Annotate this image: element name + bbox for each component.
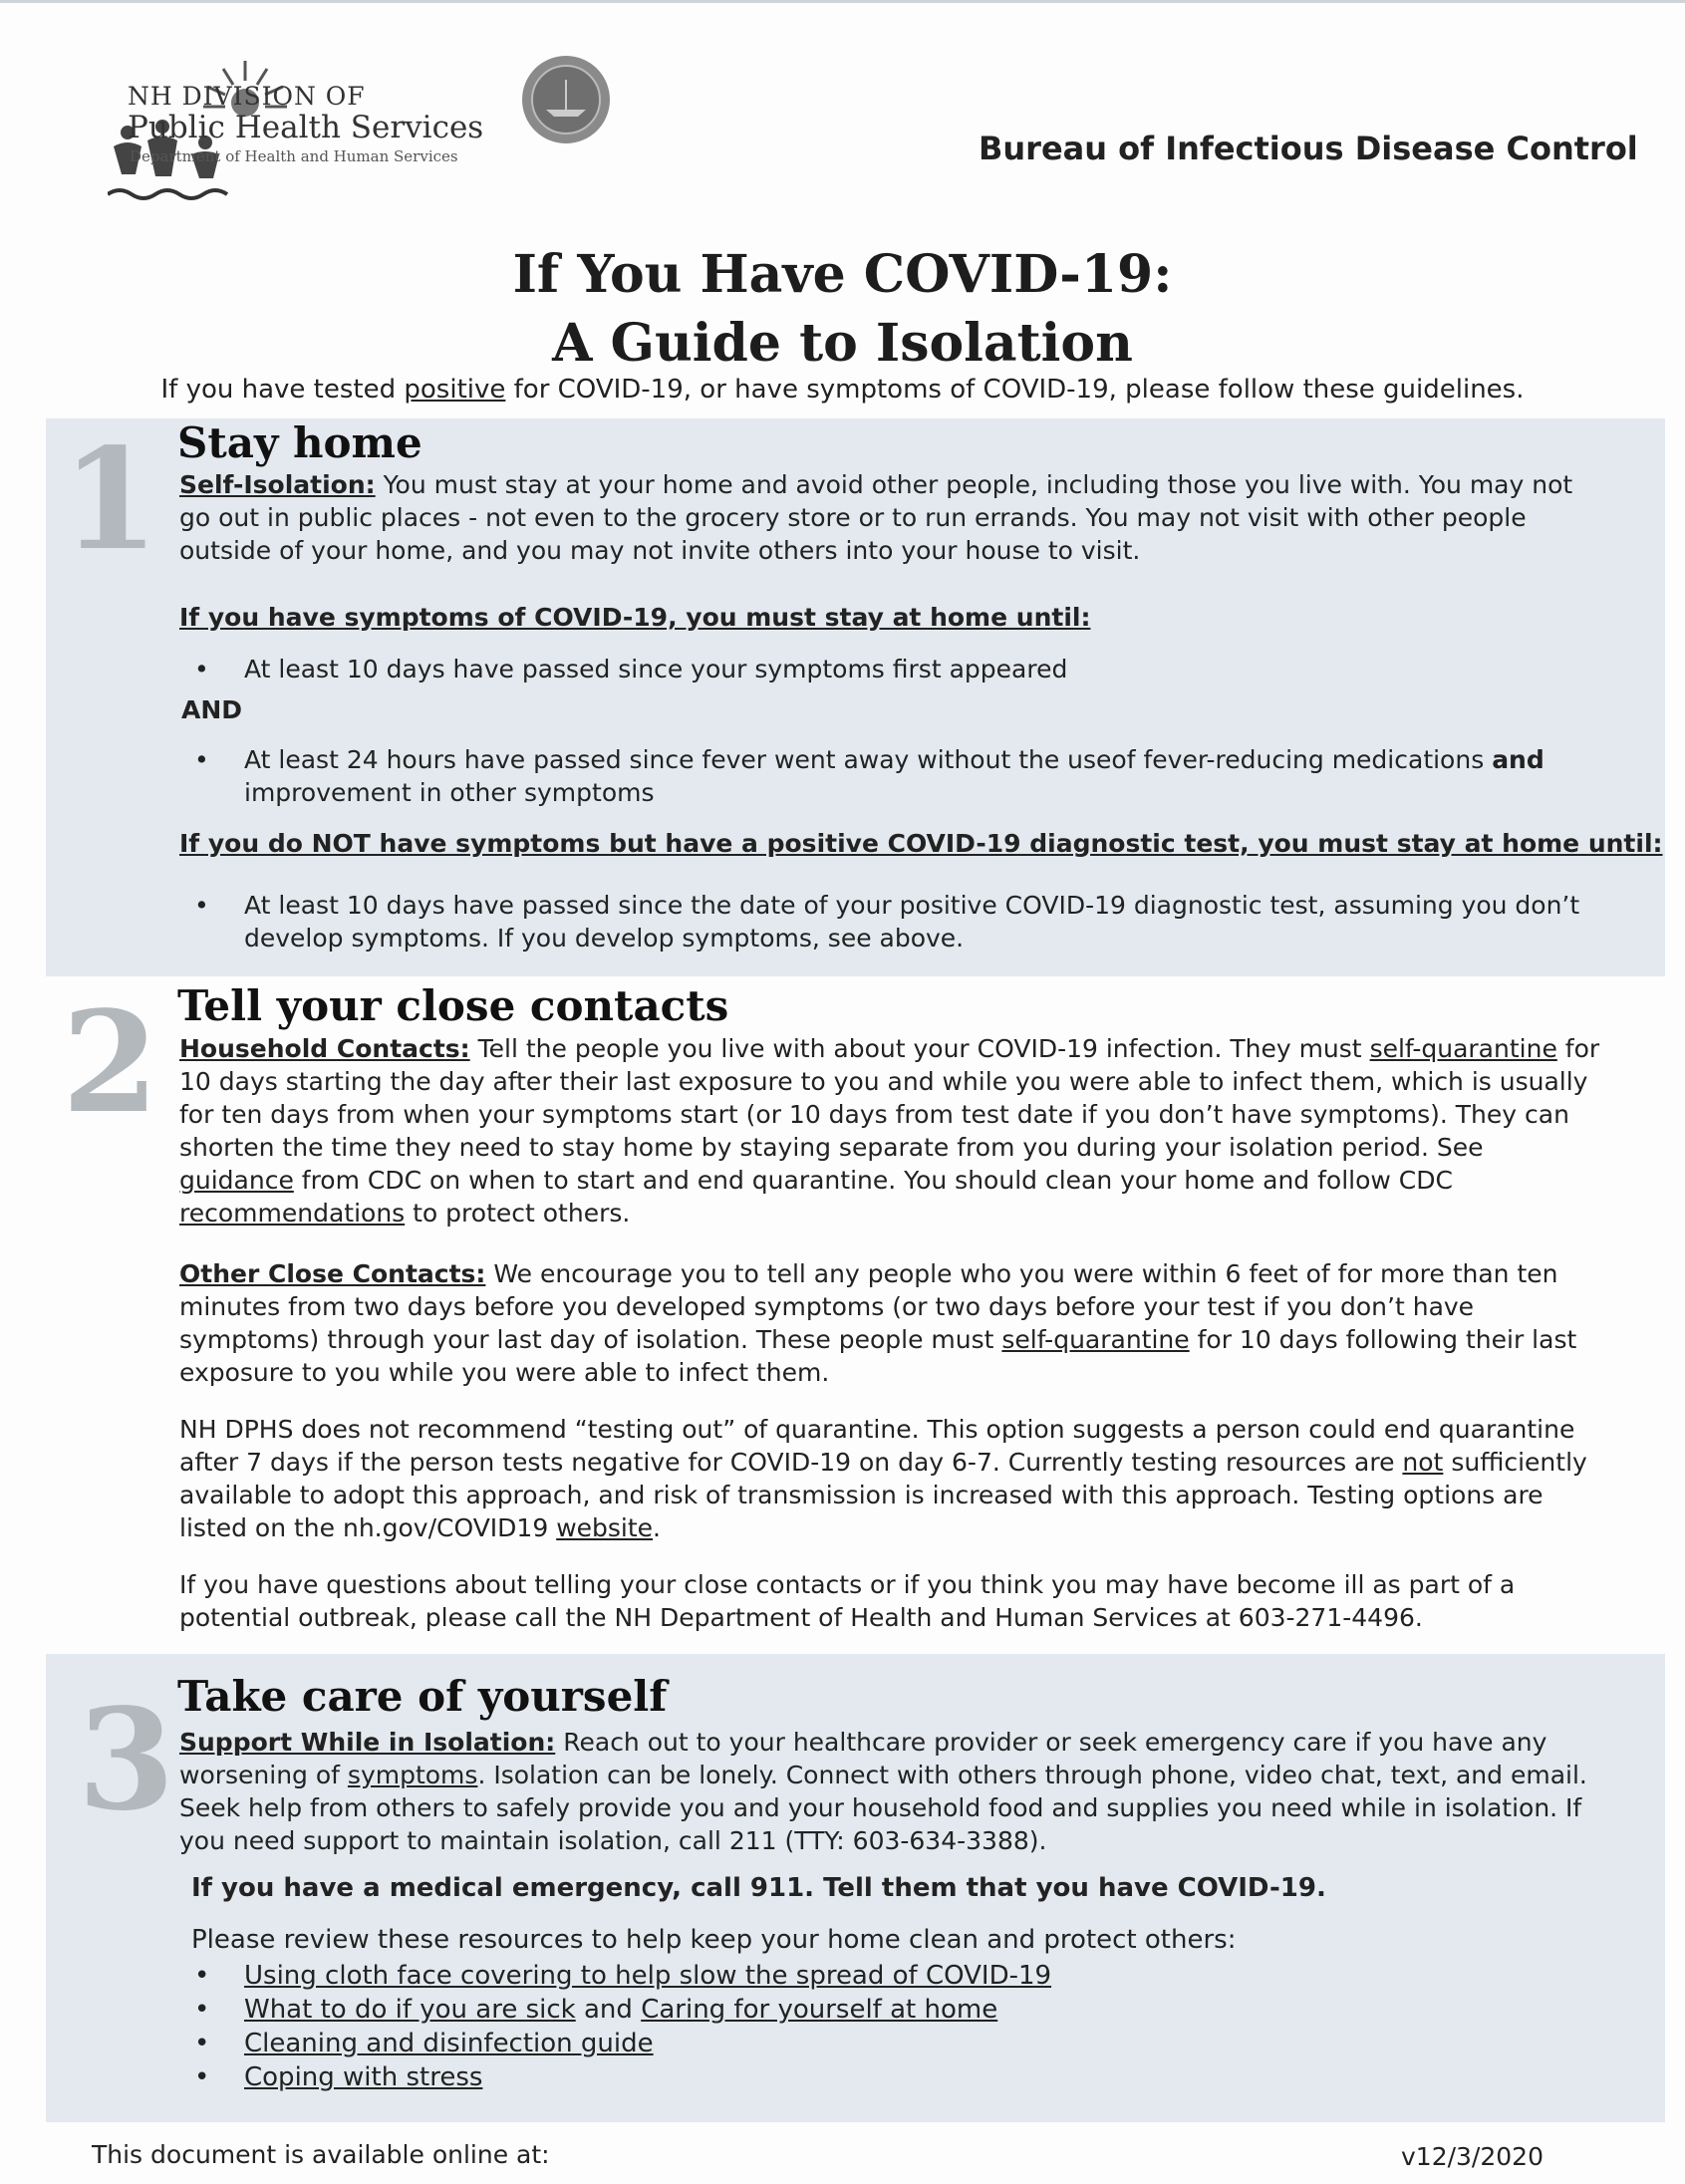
- cloth-face-covering-link[interactable]: Using cloth face covering to help slow the spread of COVID-19: [244, 1961, 1052, 1991]
- resources-intro: Please review these resources to help keep your home clean and protect others:: [191, 1925, 1237, 1955]
- self-quarantine-link[interactable]: self-quarantine: [1001, 1325, 1190, 1354]
- list-item: • What to do if you are sick and Caring for yourself at home: [194, 1993, 1051, 2027]
- positive-link[interactable]: positive: [404, 375, 506, 405]
- section-number-1: 1: [62, 418, 159, 582]
- support-isolation-paragraph: Support While in Isolation: Reach out to your healthcare provider or seek emergency care if you have any worsening of symptoms. Isolation can be lonely. Connect with others through phone, video chat, text, and email. Seek help from others to safely provide you and your household food and supplies you need while in isolation. If you need support to maintain isolation, call 211 (TTY: 603-634-3388).: [179, 1728, 1587, 1855]
- symptoms-subheading: If you have symptoms of COVID-19, you must stay at home until:: [179, 603, 1091, 632]
- list-item: [194, 2060, 1051, 2094]
- intro-text: If you have tested positive for COVID-19, or have symptoms of COVID-19, please follow these guidelines.: [160, 375, 1525, 405]
- and-label: AND: [181, 695, 243, 724]
- resources-list: [194, 1959, 1051, 2094]
- household-contacts-paragraph: Household Contacts: Tell the people you live with about your COVID-19 infection. They must self-quarantine for 10 days starting the day after their last exposure to you and while you were able to infect them, which is usually for ten days from when your symptoms start (or 10 days from test date if you don’t have symptoms). They can shorten the time they need to stay home by staying separate from you during your isolation period. See guidance from CDC on when to start and end quarantine. You should clean your home and follow CDC recommendations to protect others.: [179, 1034, 1600, 1228]
- section-number-3: 3: [78, 1679, 175, 1842]
- list-item: • At least 10 days have passed since the date of your positive COVID-19 diagnostic test, assuming you don’t develop symptoms. If you develop symptoms, see above.: [194, 889, 1659, 955]
- no-symptoms-subheading: If you do NOT have symptoms but have a positive COVID-19 diagnostic test, you must stay at home until:: [179, 829, 1663, 858]
- logo-division-text: NH DIVISION OF: [128, 82, 366, 111]
- waves-icon: [108, 190, 227, 198]
- list-item: [194, 1959, 1051, 1993]
- list-item: • At least 24 hours have passed since fever went away without the useof fever-reducing medications and improvement in other symptoms: [194, 743, 1659, 809]
- guidance-link[interactable]: guidance: [179, 1166, 294, 1195]
- self-isolation-paragraph: Self-Isolation: You must stay at your home and avoid other people, including those you live with. You may not go out in public places - not even to the grocery store or to run errands. You may not visit with other people outside of your home, and you may not invite others into your house to visit.: [179, 470, 1573, 565]
- page-title-line2: A Guide to Isolation: [552, 313, 1133, 374]
- section-2-title: Tell your close contacts: [177, 981, 729, 1030]
- list-item: • At least 10 days have passed since your symptoms first appeared: [194, 653, 1659, 685]
- recommendations-link[interactable]: recommendations: [179, 1199, 406, 1228]
- logo-department-text: Department of Health and Human Services: [130, 147, 458, 165]
- scan-edge: [0, 0, 1685, 3]
- self-quarantine-link[interactable]: self-quarantine: [1369, 1034, 1557, 1063]
- section-3-title: Take care of yourself: [177, 1672, 668, 1721]
- section-1-title: Stay home: [177, 418, 422, 467]
- footer-availability: This document is available online at:: [92, 2140, 550, 2169]
- other-close-contacts-paragraph: Other Close Contacts: We encourage you to tell any people who you were within 6 feet of for more than ten minutes from two days before you developed symptoms (or two days before your test if you don’t have symptoms) through your last day of isolation. These people must self-quarantine for 10 days following their last exposure to you while you were able to infect them.: [179, 1259, 1577, 1387]
- list-item: [194, 2027, 1051, 2060]
- caring-at-home-link[interactable]: Caring for yourself at home: [641, 1995, 998, 2025]
- cleaning-guide-link[interactable]: Cleaning and disinfection guide: [244, 2029, 654, 2058]
- page-title-line1: If You Have COVID-19:: [512, 244, 1173, 305]
- nh-seal-icon: [522, 56, 610, 143]
- symptoms-link[interactable]: symptoms: [347, 1761, 478, 1789]
- coping-stress-link[interactable]: Coping with stress: [244, 2062, 483, 2092]
- testing-out-paragraph: NH DPHS does not recommend “testing out” of quarantine. This option suggests a person could end quarantine after 7 days if the person tests negative for COVID-19 on day 6-7. Currently testing resources are not sufficiently available to adopt this approach, and risk of transmission is increased with this approach. Testing options are listed on the nh.gov/COVID19 website.: [179, 1415, 1587, 1542]
- version-label: v12/3/2020: [1401, 2142, 1544, 2171]
- website-link[interactable]: website: [556, 1513, 654, 1542]
- logo-name-text: Public Health Services: [128, 110, 484, 145]
- section-number-2: 2: [62, 981, 159, 1145]
- emergency-notice: If you have a medical emergency, call 911. Tell them that you have COVID-19.: [191, 1873, 1326, 1903]
- if-sick-link[interactable]: What to do if you are sick: [244, 1995, 576, 2025]
- bureau-heading: Bureau of Infectious Disease Control: [979, 130, 1638, 167]
- questions-paragraph: If you have questions about telling your close contacts or if you think you may have become ill as part of a potential outbreak, please call the NH Department of Health and Human Services at 603-271-4496.: [179, 1570, 1516, 1632]
